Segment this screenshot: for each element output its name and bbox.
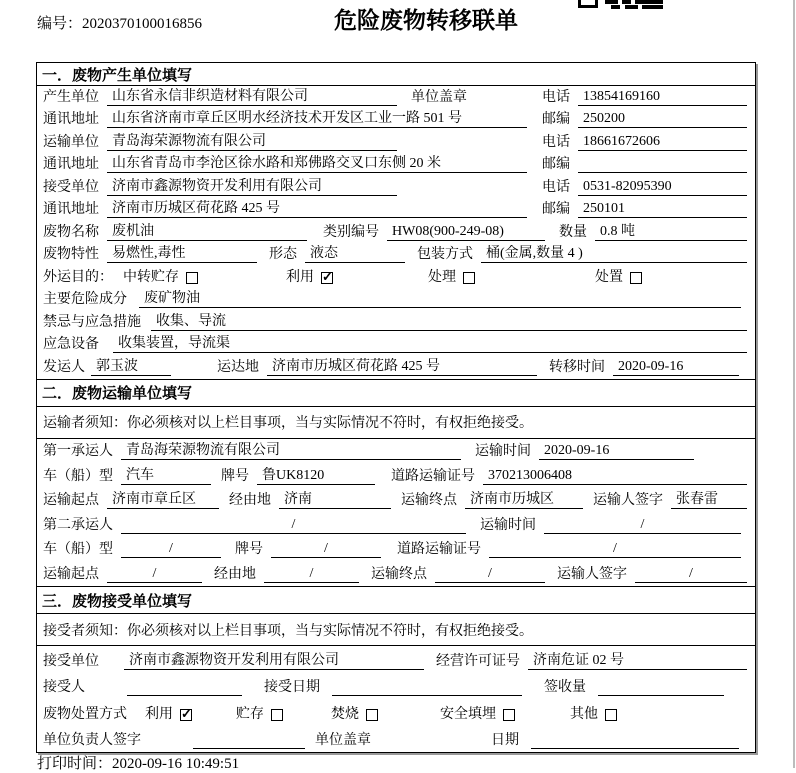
row-head-signature xyxy=(37,726,755,753)
vehicle-label: 车（船）型 xyxy=(43,468,113,484)
produce-unit-label: 产生单位 xyxy=(43,89,99,105)
row-producer-address xyxy=(37,109,755,132)
transporter-notice: 运输者须知：你必须核对以上栏目事项，当与实际情况不符时，有权拒绝接受。 xyxy=(37,407,755,439)
stamp-label: 单位盖章 xyxy=(411,89,467,105)
carrier1-value: 青岛海荣源物流有限公司 xyxy=(121,442,461,460)
qr-finder-icon xyxy=(578,0,598,8)
form-value: 液态 xyxy=(305,245,405,263)
package-value: 桶(金属,数量 4 ) xyxy=(481,245,747,263)
sender-value: 郭玉波 xyxy=(91,358,171,376)
address-value: 山东省济南市章丘区明水经济技术开发区工业一路 501 号 xyxy=(107,110,527,128)
package-label: 包装方式 xyxy=(417,247,473,262)
purpose-option-label: 处理 xyxy=(428,269,456,285)
qr-code-fragment xyxy=(578,0,666,9)
print-time-value: 2020-09-16 10:49:51 xyxy=(112,756,240,772)
emergency-value: 收集、导流 xyxy=(151,313,747,331)
road-license-label: 道路运输证号 xyxy=(397,542,481,558)
disposal-option-label: 贮存 xyxy=(236,706,264,722)
receive-unit-value: 济南市鑫源物资开发利用有限公司 xyxy=(107,178,397,196)
address-label: 通讯地址 xyxy=(43,157,99,172)
sender-label: 发运人 xyxy=(43,359,85,375)
row-sender xyxy=(37,356,755,379)
quantity-label: 数量 xyxy=(559,224,587,240)
doc-number-label: 编号： xyxy=(37,16,83,32)
row-emergency-measures xyxy=(37,311,755,334)
print-time-label: 打印时间： xyxy=(37,756,113,772)
emergency-label: 禁忌与应急措施 xyxy=(43,314,141,330)
zip-field xyxy=(542,156,747,173)
permit-label: 经营许可证号 xyxy=(436,653,520,669)
page-title: 危险废物转移联单 xyxy=(334,8,518,33)
receive-unit-label: 接受单位 xyxy=(43,179,99,195)
page-right-edge xyxy=(793,0,795,768)
phone-label: 电话 xyxy=(542,179,570,195)
checkbox-other xyxy=(605,709,617,721)
terminal-value: / xyxy=(435,565,545,583)
purpose-option-label: 利用 xyxy=(286,269,314,285)
terminal-label: 运输终点 xyxy=(371,567,427,583)
phone-label: 电话 xyxy=(542,134,570,150)
receiver-label: 接受人 xyxy=(43,680,85,696)
origin-value: / xyxy=(107,565,202,583)
row-receiver-address xyxy=(37,199,755,222)
checkbox-transit-storage xyxy=(186,272,198,284)
row-receive-unit xyxy=(37,176,755,199)
row-emergency-equipment xyxy=(37,334,755,357)
equipment-value: 收集装置，导流渠 xyxy=(113,335,747,353)
receiver-value xyxy=(127,695,242,696)
plate-label: 牌号 xyxy=(235,542,263,558)
carrier1-label: 第一承运人 xyxy=(43,444,113,460)
destination-value: 济南市历城区荷花路 425 号 xyxy=(267,358,537,376)
print-time xyxy=(37,752,239,773)
checkbox-utilize xyxy=(180,709,192,721)
transfer-time-value: 2020-09-16 xyxy=(613,358,739,376)
checkbox-storage xyxy=(271,709,283,721)
origin-value: 济南市章丘区 xyxy=(107,491,219,509)
doc-number xyxy=(37,12,202,33)
receive-date-value xyxy=(332,695,522,696)
page-header xyxy=(0,0,796,62)
row-transporter-address xyxy=(37,154,755,177)
row-waste-name xyxy=(37,221,755,244)
zip-field xyxy=(542,200,747,218)
quantity-value: 0.8 吨 xyxy=(595,223,747,241)
doc-number-value: 2020370100016856 xyxy=(82,16,203,32)
row-hazard-component xyxy=(37,289,755,312)
carrier2-label: 第二承运人 xyxy=(43,517,113,533)
manifest-form xyxy=(36,62,756,753)
row-vehicle-1 xyxy=(37,463,755,488)
disposal-option-label: 其他 xyxy=(570,706,598,722)
transport-time-label: 运输时间 xyxy=(480,517,536,533)
receive-unit-value: 济南市鑫源物资开发利用有限公司 xyxy=(124,652,424,670)
category-value: HW08(900-249-08) xyxy=(387,223,545,241)
zip-label: 邮编 xyxy=(542,112,570,127)
row-transport-unit xyxy=(37,131,755,154)
road-license-value: / xyxy=(489,540,741,558)
via-value: / xyxy=(264,565,359,583)
checkbox-utilize xyxy=(321,272,333,284)
vehicle-label: 车（船）型 xyxy=(43,542,113,558)
checkbox-landfill xyxy=(503,709,515,721)
category-label: 类别编号 xyxy=(323,224,379,240)
address-value: 山东省青岛市李沧区徐水路和郑佛路交叉口东侧 20 米 xyxy=(107,155,527,173)
terminal-value: 济南市历城区 xyxy=(465,491,583,509)
carrier2-value: / xyxy=(121,516,466,534)
row-disposal-method xyxy=(37,699,755,726)
sign-qty-label: 签收量 xyxy=(544,680,586,696)
carrier-sign-label: 运输人签字 xyxy=(593,493,663,509)
row-purpose xyxy=(37,266,755,289)
section2-header: 二．废物运输单位填写 xyxy=(37,379,755,407)
phone-field xyxy=(542,133,747,151)
transport-unit-value: 青岛海荣源物流有限公司 xyxy=(107,133,397,151)
section1-header: 一．废物产生单位填写 xyxy=(37,63,755,86)
vehicle-value: 汽车 xyxy=(121,467,211,485)
carrier-sign-label: 运输人签字 xyxy=(557,567,627,583)
phone-value: 13854169160 xyxy=(578,88,747,106)
zip-value xyxy=(578,172,747,173)
purpose-option-label: 中转贮存 xyxy=(123,269,179,285)
row-produce-unit xyxy=(37,86,755,109)
via-label: 经由地 xyxy=(229,493,271,509)
origin-label: 运输起点 xyxy=(43,567,99,583)
produce-unit-value: 山东省永信非织造材料有限公司 xyxy=(107,88,397,106)
terminal-label: 运输终点 xyxy=(401,493,457,509)
phone-value: 0531-82095390 xyxy=(578,178,747,196)
row-receiver xyxy=(37,673,755,700)
equipment-label: 应急设备 xyxy=(43,337,99,352)
head-sign-label: 单位负责人签字 xyxy=(43,733,141,749)
zip-field xyxy=(542,110,747,128)
zip-label: 邮编 xyxy=(542,202,570,217)
sign-qty-value xyxy=(598,695,724,696)
date-label: 日期 xyxy=(491,733,519,749)
phone-value: 18661672606 xyxy=(578,133,747,151)
zip-value: 250200 xyxy=(578,110,747,128)
purpose-label: 外运目的： xyxy=(43,269,113,285)
purpose-option-label: 处置 xyxy=(595,269,623,285)
zip-value: 250101 xyxy=(578,200,747,218)
vehicle-value: / xyxy=(121,540,221,558)
address-label: 通讯地址 xyxy=(43,112,99,127)
waste-character-value: 易燃性,毒性 xyxy=(107,245,257,263)
plate-value: 鲁UK8120 xyxy=(257,467,375,485)
permit-value: 济南危证 02 号 xyxy=(528,652,747,670)
via-label: 经由地 xyxy=(214,567,256,583)
transport-time-value: / xyxy=(544,516,741,534)
row-vehicle-2 xyxy=(37,537,755,562)
plate-value: / xyxy=(271,540,381,558)
form-label: 形态 xyxy=(269,247,297,262)
section3-header: 三．废物接受单位填写 xyxy=(37,586,755,614)
carrier-sign-value: 张春雷 xyxy=(671,491,747,509)
row-route-1 xyxy=(37,488,755,513)
receiver-notice: 接受者须知：你必须核对以上栏目事项，当与实际情况不符时，有权拒绝接受。 xyxy=(37,614,755,646)
plate-label: 牌号 xyxy=(221,468,249,484)
phone-field xyxy=(542,88,747,106)
transport-time-label: 运输时间 xyxy=(475,444,531,460)
checkbox-dispose xyxy=(630,272,642,284)
stamp-label: 单位盖章 xyxy=(315,733,371,749)
row-second-carrier xyxy=(37,512,755,537)
disposal-label: 废物处置方式 xyxy=(43,706,127,722)
row-route-2 xyxy=(37,561,755,586)
destination-label: 运达地 xyxy=(217,359,259,375)
waste-name-label: 废物名称 xyxy=(43,224,99,240)
road-license-label: 道路运输证号 xyxy=(391,468,475,484)
row-waste-character xyxy=(37,244,755,267)
checkbox-incinerate xyxy=(366,709,378,721)
waste-name-value: 废机油 xyxy=(107,223,307,241)
phone-field xyxy=(542,178,747,196)
transfer-time-label: 转移时间 xyxy=(549,359,605,375)
carrier-sign-value: / xyxy=(635,565,747,583)
head-sign-value xyxy=(193,748,305,749)
address-value: 济南市历城区荷花路 425 号 xyxy=(107,200,527,218)
disposal-option-label: 焚烧 xyxy=(331,706,359,722)
hazard-label: 主要危险成分 xyxy=(43,292,127,307)
origin-label: 运输起点 xyxy=(43,493,99,509)
hazard-value: 废矿物油 xyxy=(139,290,741,308)
receive-date-label: 接受日期 xyxy=(264,680,320,696)
via-value: 济南 xyxy=(279,491,391,509)
receive-unit-label: 接受单位 xyxy=(43,653,99,669)
waste-character-label: 废物特性 xyxy=(43,247,99,262)
row-receive-unit-s3 xyxy=(37,646,755,673)
disposal-option-label: 安全填埋 xyxy=(440,706,496,722)
date-value xyxy=(531,748,739,749)
phone-label: 电话 xyxy=(542,89,570,105)
row-first-carrier xyxy=(37,439,755,464)
disposal-option-label: 利用 xyxy=(145,706,173,722)
checkbox-treat xyxy=(463,272,475,284)
road-license-value: 370213006408 xyxy=(483,467,747,485)
transport-time-value: 2020-09-16 xyxy=(539,442,694,460)
zip-label: 邮编 xyxy=(542,157,570,172)
address-label: 通讯地址 xyxy=(43,202,99,217)
transport-unit-label: 运输单位 xyxy=(43,134,99,150)
